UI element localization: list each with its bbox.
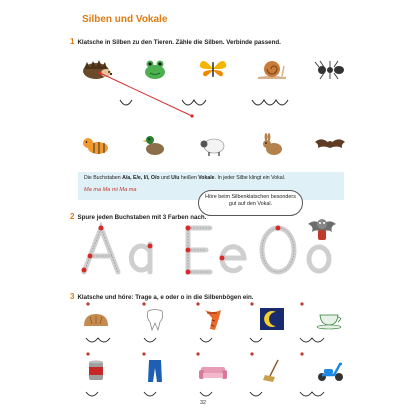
broom-icon bbox=[254, 358, 290, 384]
info-text-part: . In jeder Silbe klingt ein Vokal. bbox=[214, 175, 286, 181]
info-vowel-u: U/u bbox=[171, 175, 180, 181]
syllable-example: Ma ma Ma mi Ma ma bbox=[84, 187, 137, 193]
page-title: Silben und Vokale bbox=[82, 14, 168, 25]
task-3-bottom-row bbox=[78, 358, 348, 384]
speech-bubble: Höre beim Silbenklatschen besonders gut auf den Vokal. bbox=[198, 190, 303, 216]
task-1-text: Klatsche in Silben zu den Tieren. Zähle die Silben. Verbinde passend. bbox=[77, 39, 281, 46]
task-2-number: 2 bbox=[70, 212, 75, 221]
sofa-icon bbox=[195, 358, 231, 384]
info-vokale: Vokale bbox=[198, 175, 215, 181]
trousers-icon bbox=[137, 358, 173, 384]
task-1-number: 1 bbox=[70, 37, 75, 46]
task-3-text: Klatsche und höre: Trage a, e oder o in die Silbenbögen ein. bbox=[77, 294, 254, 301]
info-text-part: und bbox=[159, 175, 172, 181]
scooter-icon bbox=[312, 358, 348, 384]
task-3-number: 3 bbox=[70, 292, 75, 301]
info-text-part: Die Buchstaben bbox=[84, 175, 123, 181]
info-vowels: A/a, E/e, I/i, O/o bbox=[122, 175, 160, 181]
task-2-text: Spure jeden Buchstaben mit 3 Farben nach. bbox=[77, 214, 207, 221]
info-text-part: heißen bbox=[179, 175, 199, 181]
page-number: 32 bbox=[200, 400, 207, 406]
can-icon bbox=[78, 358, 114, 384]
